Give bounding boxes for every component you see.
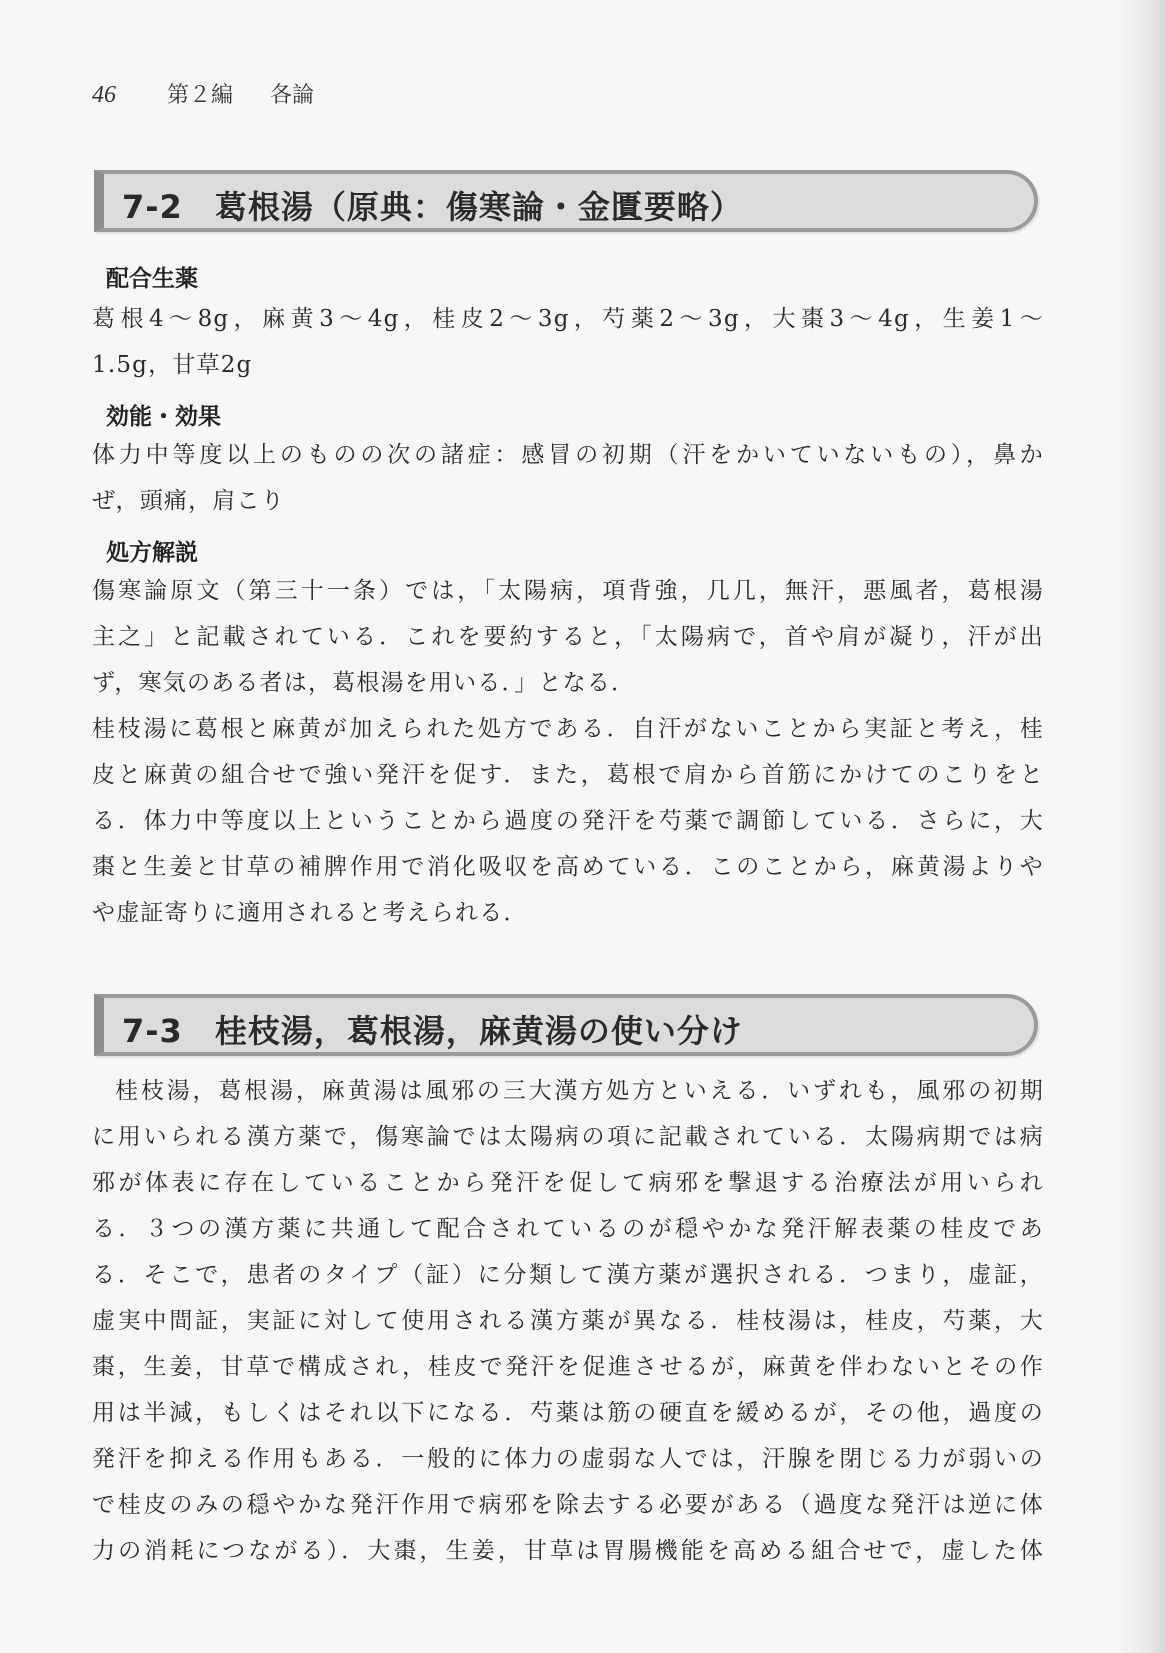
composition-text bbox=[92, 296, 1044, 388]
composition-heading: 配合生薬 bbox=[106, 265, 198, 292]
commentary-heading: 処方解説 bbox=[106, 539, 198, 566]
section-7-3-title bbox=[122, 1006, 743, 1052]
commentary-text-2 bbox=[92, 706, 1044, 936]
composition-line: 1.5g，甘草2g bbox=[92, 352, 253, 378]
body-line: 用は半減，もしくはそれ以下になる．芍薬は筋の硬直を緩めるが，その他，過度の bbox=[92, 1400, 1044, 1426]
body-line: 発汗を抑える作用もある．一般的に体力の虚弱な人では，汗腺を閉じる力が弱いの bbox=[92, 1446, 1044, 1472]
efficacy-heading: 効能・効果 bbox=[106, 403, 221, 430]
body-line: に用いられる漢方薬で，傷寒論では太陽病の項に記載されている．太陽病期では病 bbox=[92, 1124, 1044, 1150]
body-line: る．そこで，患者のタイプ（証）に分類して漢方薬が選択される．つまり，虚証， bbox=[92, 1262, 1044, 1288]
section-7-3-title-text: 桂枝湯，葛根湯，麻黄湯の使い分け bbox=[214, 1012, 743, 1050]
commentary-line: 傷寒論原文（第三十一条）では，「太陽病，項背強，几几，無汗，悪風者，葛根湯 bbox=[92, 578, 1044, 604]
section-7-2-number: 7-2 bbox=[122, 188, 183, 226]
commentary-line: や虚証寄りに適用されると考えられる． bbox=[92, 900, 528, 926]
body-line: 棗，生姜，甘草で構成され，桂皮で発汗を促進させるが，麻黄を伴わないとその作 bbox=[92, 1354, 1044, 1380]
page-edge-shadow bbox=[1117, 0, 1165, 1653]
efficacy-text bbox=[92, 432, 1044, 524]
body-line: で桂皮のみの穏やかな発汗作用で病邪を除去する必要がある（過度な発汗は逆に体 bbox=[92, 1492, 1044, 1518]
section-7-2-title-text: 葛根湯（原典：傷寒論・金匱要略） bbox=[214, 188, 743, 226]
body-line: 桂枝湯，葛根湯，麻黄湯は風邪の三大漢方処方といえる．いずれも，風邪の初期 bbox=[115, 1078, 1044, 1104]
chapter-label: 各論 bbox=[270, 83, 315, 108]
commentary-line: る．体力中等度以上ということから過度の発汗を芍薬で調節している．さらに，大 bbox=[92, 808, 1044, 834]
running-head bbox=[92, 78, 314, 109]
body-line: る．３つの漢方薬に共通して配合されているのが穏やかな発汗解表薬の桂皮であ bbox=[92, 1216, 1044, 1242]
commentary-line: 主之」と記載されている．これを要約すると，「太陽病で，首や肩が凝り，汗が出 bbox=[92, 624, 1044, 650]
commentary-line: 桂枝湯に葛根と麻黄が加えられた処方である．自汗がないことから実証と考え，桂 bbox=[92, 716, 1044, 742]
section-7-3-header bbox=[94, 994, 1038, 1056]
commentary-line: ず，寒気のある者は，葛根湯を用いる．」となる． bbox=[92, 670, 636, 696]
efficacy-line: ぜ，頭痛，肩こり bbox=[92, 488, 285, 514]
part-label: 第２編 bbox=[167, 83, 234, 108]
body-line: 虚実中間証，実証に対して使用される漢方薬が異なる．桂枝湯は，桂皮，芍薬，大 bbox=[92, 1308, 1044, 1334]
section-7-3-body bbox=[92, 1068, 1044, 1574]
page-number: 46 bbox=[92, 82, 116, 108]
section-7-2-header bbox=[94, 170, 1038, 232]
composition-line: 葛根4～8g，麻黄3～4g，桂皮2～3g，芍薬2～3g，大棗3～4g，生姜1～ bbox=[92, 306, 1044, 332]
commentary-line: 皮と麻黄の組合せで強い発汗を促す．また，葛根で肩から首筋にかけてのこりをと bbox=[92, 762, 1044, 788]
body-line: 邪が体表に存在していることから発汗を促して病邪を撃退する治療法が用いられ bbox=[92, 1170, 1044, 1196]
section-7-3-number: 7-3 bbox=[122, 1012, 183, 1050]
commentary-line: 棗と生姜と甘草の補脾作用で消化吸収を高めている．このことから，麻黄湯よりや bbox=[92, 854, 1044, 880]
section-7-2-title bbox=[122, 182, 743, 228]
body-line: 力の消耗につながる）．大棗，生姜，甘草は胃腸機能を高める組合せで，虚した体 bbox=[92, 1538, 1044, 1564]
efficacy-line: 体力中等度以上のものの次の諸症：感冒の初期（汗をかいていないもの），鼻か bbox=[92, 442, 1044, 468]
commentary-text-1 bbox=[92, 568, 1044, 706]
